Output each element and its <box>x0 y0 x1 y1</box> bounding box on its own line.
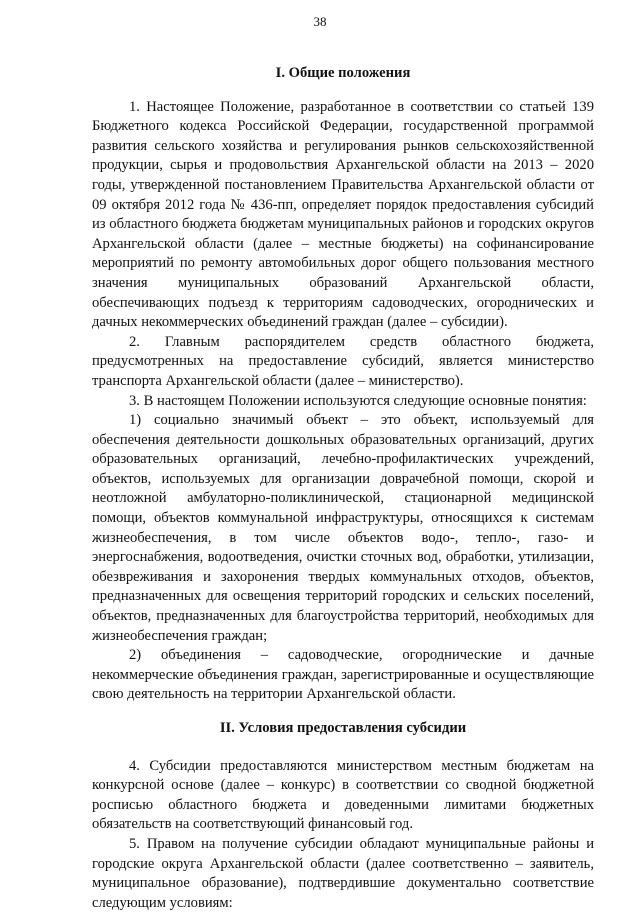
section-2-paragraph-1: 4. Субсидии предоставляются министерством местным бюджетам на конкурсной основе (далее – конкурс) в соответствии со сводной бюджетной росписью областного бюджета и доведенными лимитами бюджетных обязательств на соответствующий финансовый год. <box>92 757 594 833</box>
section-1-title: I. Общие положения <box>275 65 411 81</box>
document-body <box>92 56 594 913</box>
section-2-paragraph-2: 5. Правом на получение субсидии обладают муниципальные районы и городские округа Архангельской области (далее соответственно – заявитель, муниципальное образование), подтвердившие документально соответствие следующим условиям: <box>92 835 594 911</box>
section-2-title: II. Условия предоставления субсидии <box>219 720 467 736</box>
section-1-paragraph-4: 1) социально значимый объект – это объект, используемый для обеспечения деятельности дошкольных образовательных организаций, других образовательных организаций, лечебно-профилактических учреждений, объектов, используемых для организации доврачебной помощи, скорой и неотложной амбулаторно-поликлинической, стационарной медицинской помощи, объектов коммунальной инфраструктуры, относящихся к системам жизнеобеспечения, в том числе объектов водо-, тепло-, газо- и энергоснабжения, водоотведения, очистки сточных вод, обработки, утилизации, обезвреживания и захоронения твердых коммунальных отходов, объектов, предназначенных для освещения территорий городских и сельских поселений, объектов, предназначенных для благоустройства территорий, необходимых для жизнеобеспечения граждан; <box>92 412 594 644</box>
section-1-paragraph-1: 1. Настоящее Положение, разработанное в соответствии со статьей 139 Бюджетного кодекса Российской Федерации, государственной программой развития сельского хозяйства и регулирования рынков сельскохозяйственной продукции, сырья и продовольствия Архангельской области на 2013 – 2020 годы, утвержденной постановлением Правительства Архангельской области от 09 октября 2012 года № 436-пп, определяет порядок предоставления субсидий из областного бюджета бюджетам муниципальных районов и городских округов Архангельской области (далее – местные бюджеты) на софинансирование мероприятий по ремонту автомобильных дорог общего пользования местного значения муниципальных образований Архангельской области, обеспечивающих подъезд к территориям садоводческих, огороднических и дачных некоммерческих объединений граждан (далее – субсидии). <box>92 98 594 331</box>
section-1-paragraph-5: 2) объединения – садоводческие, огороднические и дачные некоммерческие объединения граждан, зарегистрированные и осуществляющие свою деятельность на территории Архангельской области. <box>92 647 594 703</box>
section-1-paragraph-2: 2. Главным распорядителем средств областного бюджета, предусмотренных на предоставление субсидий, является министерство транспорта Архангельской области (далее – министерство). <box>92 333 594 389</box>
page-number: 38 <box>313 14 327 29</box>
section-1-paragraph-3: 3. В настоящем Положении используются следующие основные понятия: <box>129 392 587 409</box>
